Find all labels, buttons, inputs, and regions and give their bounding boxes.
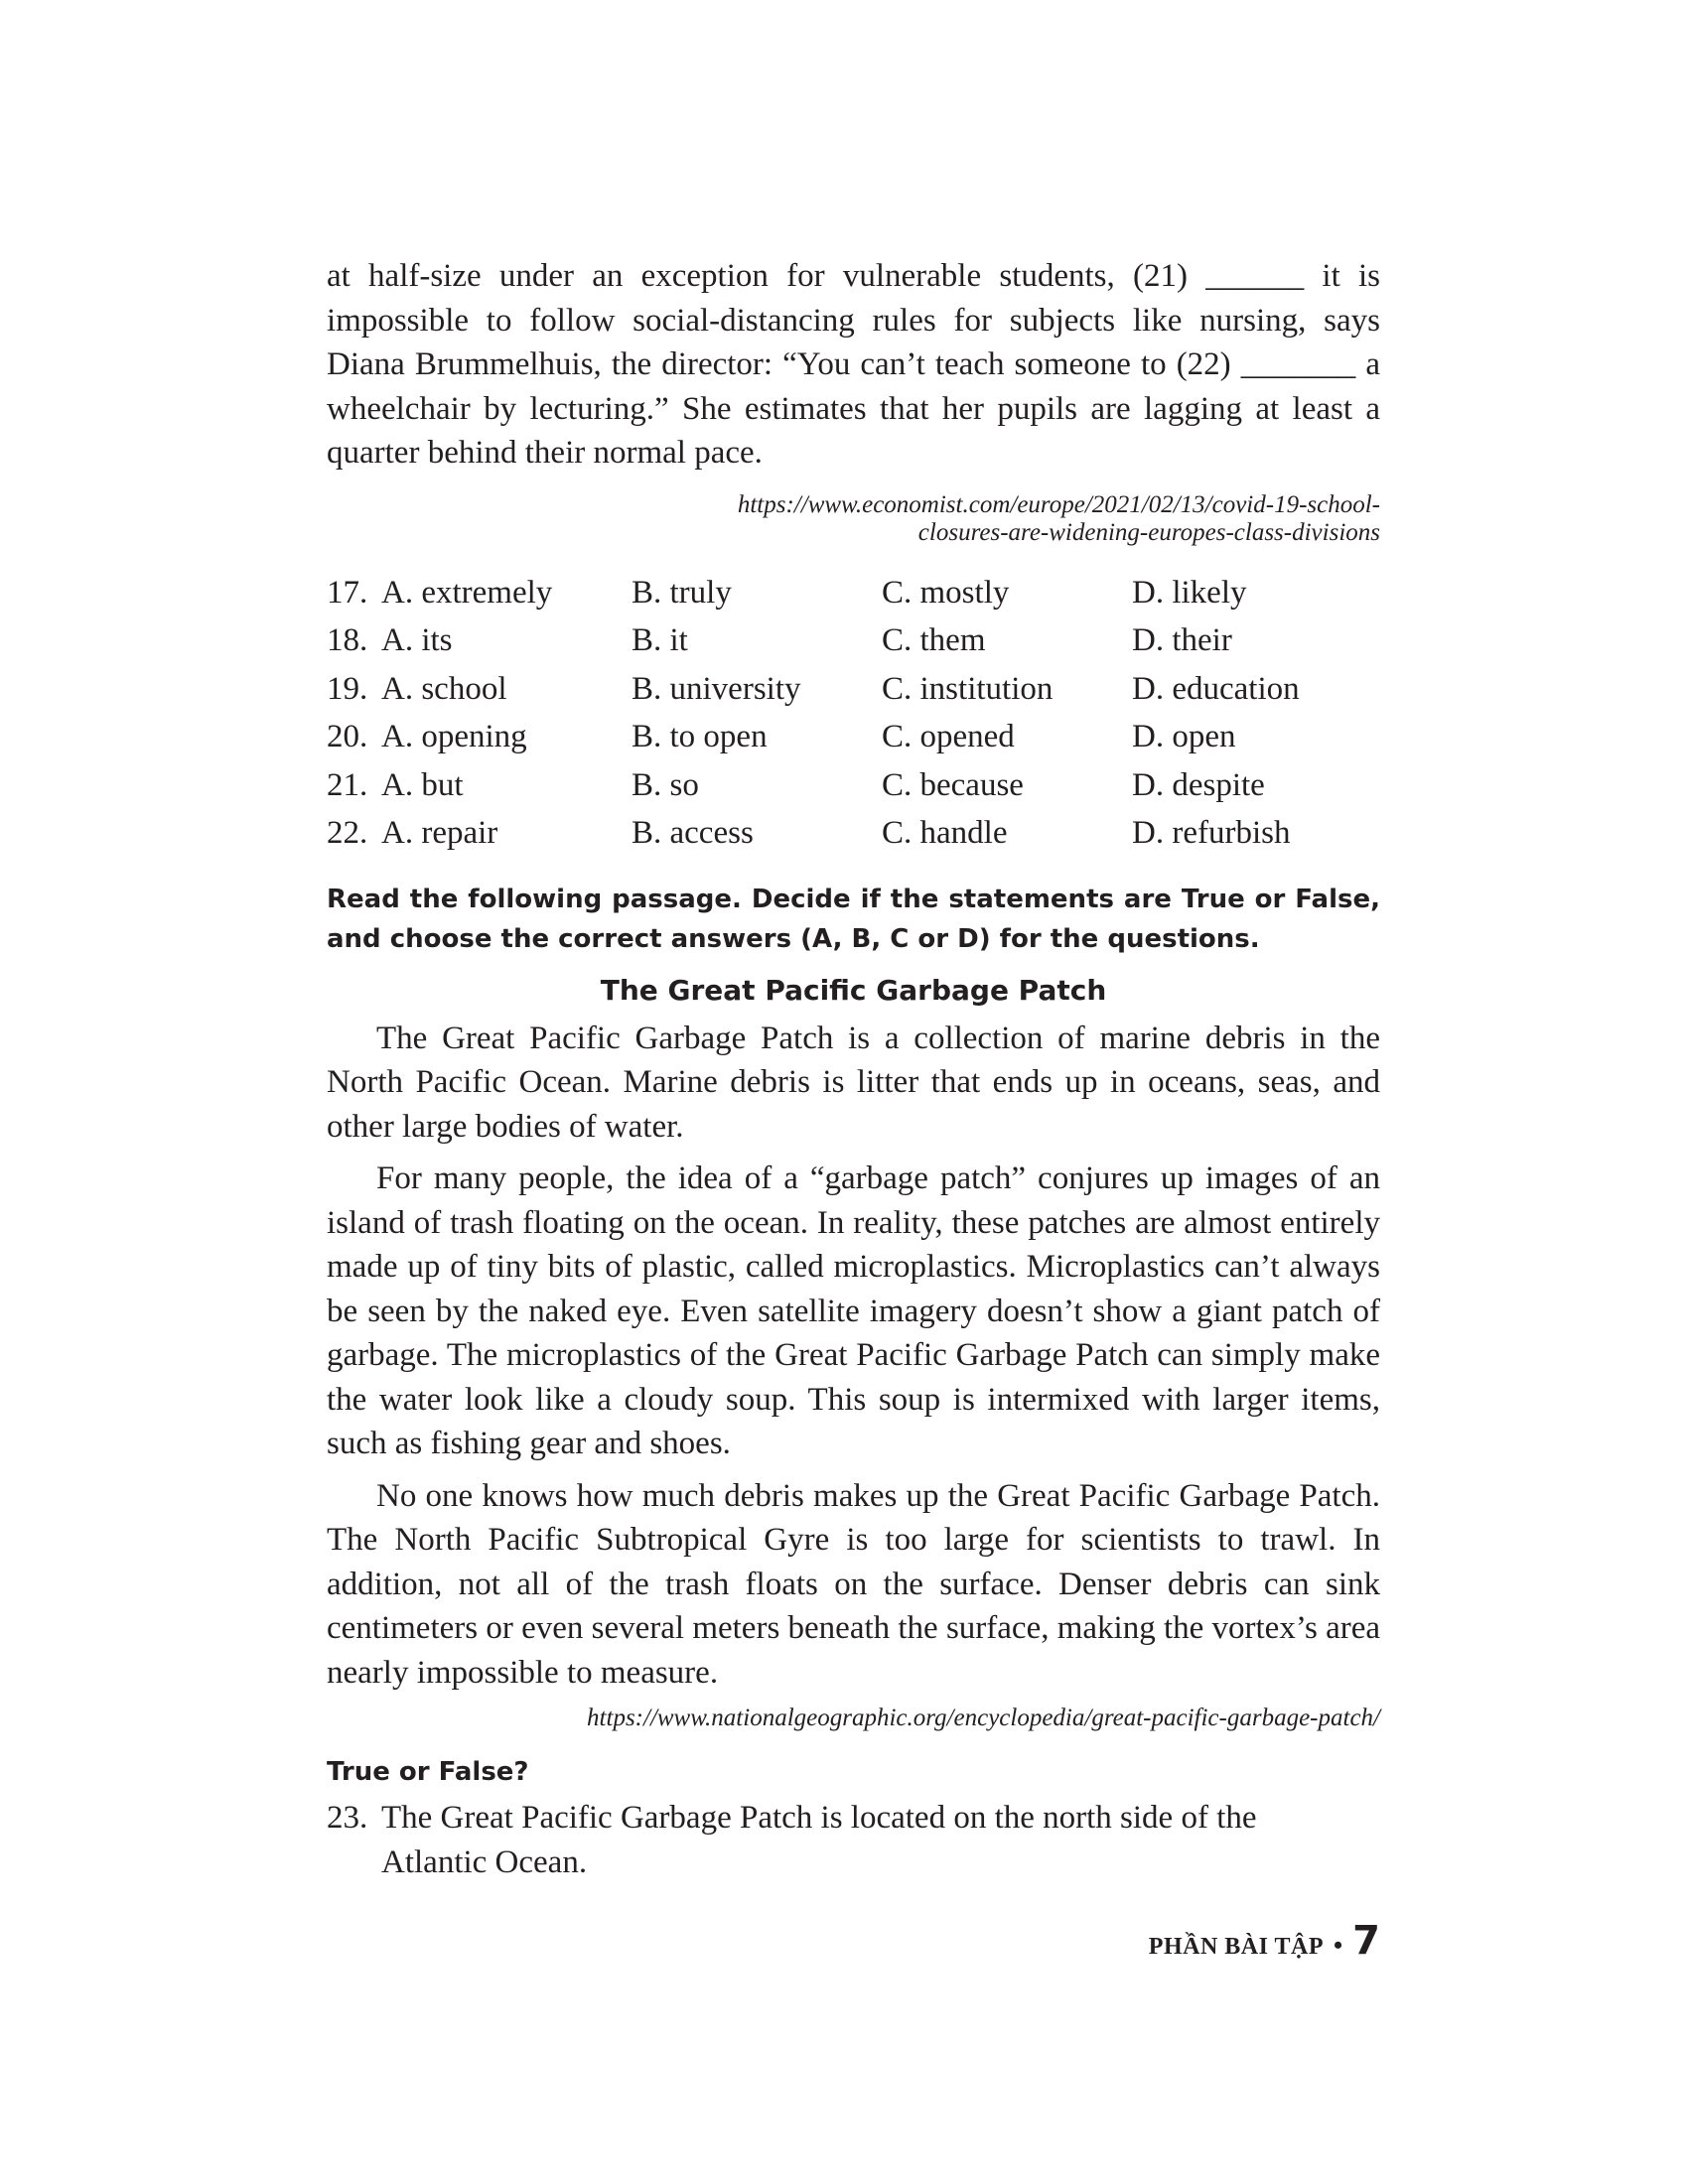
passage-paragraph: The Great Pacific Garbage Patch is a collection of marine debris in the North Pacific Ocean. Marine debris is litter that ends up in oceans, seas, and other large bodies of water.: [327, 1020, 1380, 1145]
option-a: A. but: [381, 766, 464, 803]
question-number: 19.: [327, 670, 368, 707]
option-d: D. despite: [1132, 766, 1265, 803]
source-citation-economist-line1: https://www.economist.com/europe/2021/02/13/covid-19-school-: [737, 490, 1380, 518]
option-c: C. handle: [882, 815, 1008, 851]
page-number: 7: [1352, 1918, 1380, 1964]
footer-section-label: PHẦN BÀI TẬP: [1148, 1934, 1325, 1960]
option-row: [327, 809, 1380, 858]
option-b: B. access: [632, 815, 754, 851]
passage-paragraph: For many people, the idea of a “garbage patch” conjures up images of an island of trash floating on the ocean. In reality, these patches are almost entirely made up of tiny bits of plastic, called microplastics. Microplastics can’t always be seen by the naked eye. Even satellite imagery doesn’t show a giant patch of garbage. The microplastics of the Great Pacific Garbage Patch can simply make the water look like a cloudy soup. This soup is intermixed with larger items, such as fishing gear and shoes.: [327, 1160, 1380, 1461]
option-a: A. repair: [381, 815, 498, 851]
answer-options: [327, 569, 1380, 858]
option-d: D. open: [1132, 719, 1236, 754]
option-c: C. because: [882, 766, 1024, 803]
option-d: D. their: [1132, 622, 1232, 658]
option-b: B. university: [632, 670, 801, 707]
option-row: [327, 665, 1380, 714]
option-d: D. likely: [1132, 574, 1247, 611]
option-c: C. institution: [882, 670, 1054, 707]
option-a: A. its: [381, 622, 453, 658]
option-d: D. refurbish: [1132, 815, 1291, 851]
option-row: [327, 761, 1380, 810]
option-d: D. education: [1132, 670, 1300, 707]
footer-bullet: •: [1334, 1931, 1343, 1960]
question-item: [327, 1796, 1380, 1885]
option-row: [327, 616, 1380, 665]
option-row: [327, 713, 1380, 761]
option-b: B. truly: [632, 574, 732, 611]
source-citation-natgeo: https://www.nationalgeographic.org/encyclopedia/great-pacific-garbage-patch/: [587, 1705, 1380, 1731]
section-instruction: Read the following passage. Decide if the statements are True or False, and choose the correct answers (A, B, C or D) for the questions.: [327, 884, 1380, 954]
true-false-heading: True or False?: [327, 1757, 529, 1787]
option-c: C. opened: [882, 719, 1015, 754]
question-number: 20.: [327, 719, 368, 754]
option-c: C. mostly: [882, 574, 1010, 611]
option-b: B. so: [632, 766, 699, 803]
page-footer: [1149, 1918, 1380, 1964]
passage-continuation: at half-size under an exception for vulnerable students, (21) ______ it is impossible to follow social-distancing rules for subjects like nursing, says Diana Brummelhuis, the director: “You can’t teach someone to (22) _______ a wheelchair by lecturing.” She estimates that her pupils are lagging at least a quarter behind their normal pace.: [327, 258, 1380, 471]
option-b: B. to open: [632, 719, 768, 754]
option-a: A. school: [381, 670, 507, 707]
passage-paragraph: No one knows how much debris makes up the Great Pacific Garbage Patch. The North Pacific Subtropical Gyre is too large for scientists to trawl. In addition, not all of the trash floats on the surface. Denser debris can sink centimeters or even several meters beneath the surface, making the vortex’s area nearly impossible to measure.: [327, 1477, 1381, 1691]
question-number: 22.: [327, 815, 368, 851]
page-content: [327, 254, 1380, 1885]
option-a: A. extremely: [381, 574, 553, 611]
question-text: The Great Pacific Garbage Patch is located on the north side of the Atlantic Ocean.: [381, 1800, 1257, 1880]
question-number: 18.: [327, 622, 368, 658]
option-row: [327, 569, 1380, 617]
source-citation-economist-line2: closures-are-widening-europes-class-divisions: [917, 518, 1380, 546]
option-a: A. opening: [381, 719, 527, 754]
question-number: 17.: [327, 574, 368, 611]
question-number: 21.: [327, 766, 368, 803]
option-b: B. it: [632, 622, 688, 658]
passage-title: The Great Pacific Garbage Patch: [600, 973, 1107, 1007]
question-number: 23.: [327, 1800, 368, 1836]
option-c: C. them: [882, 622, 986, 658]
